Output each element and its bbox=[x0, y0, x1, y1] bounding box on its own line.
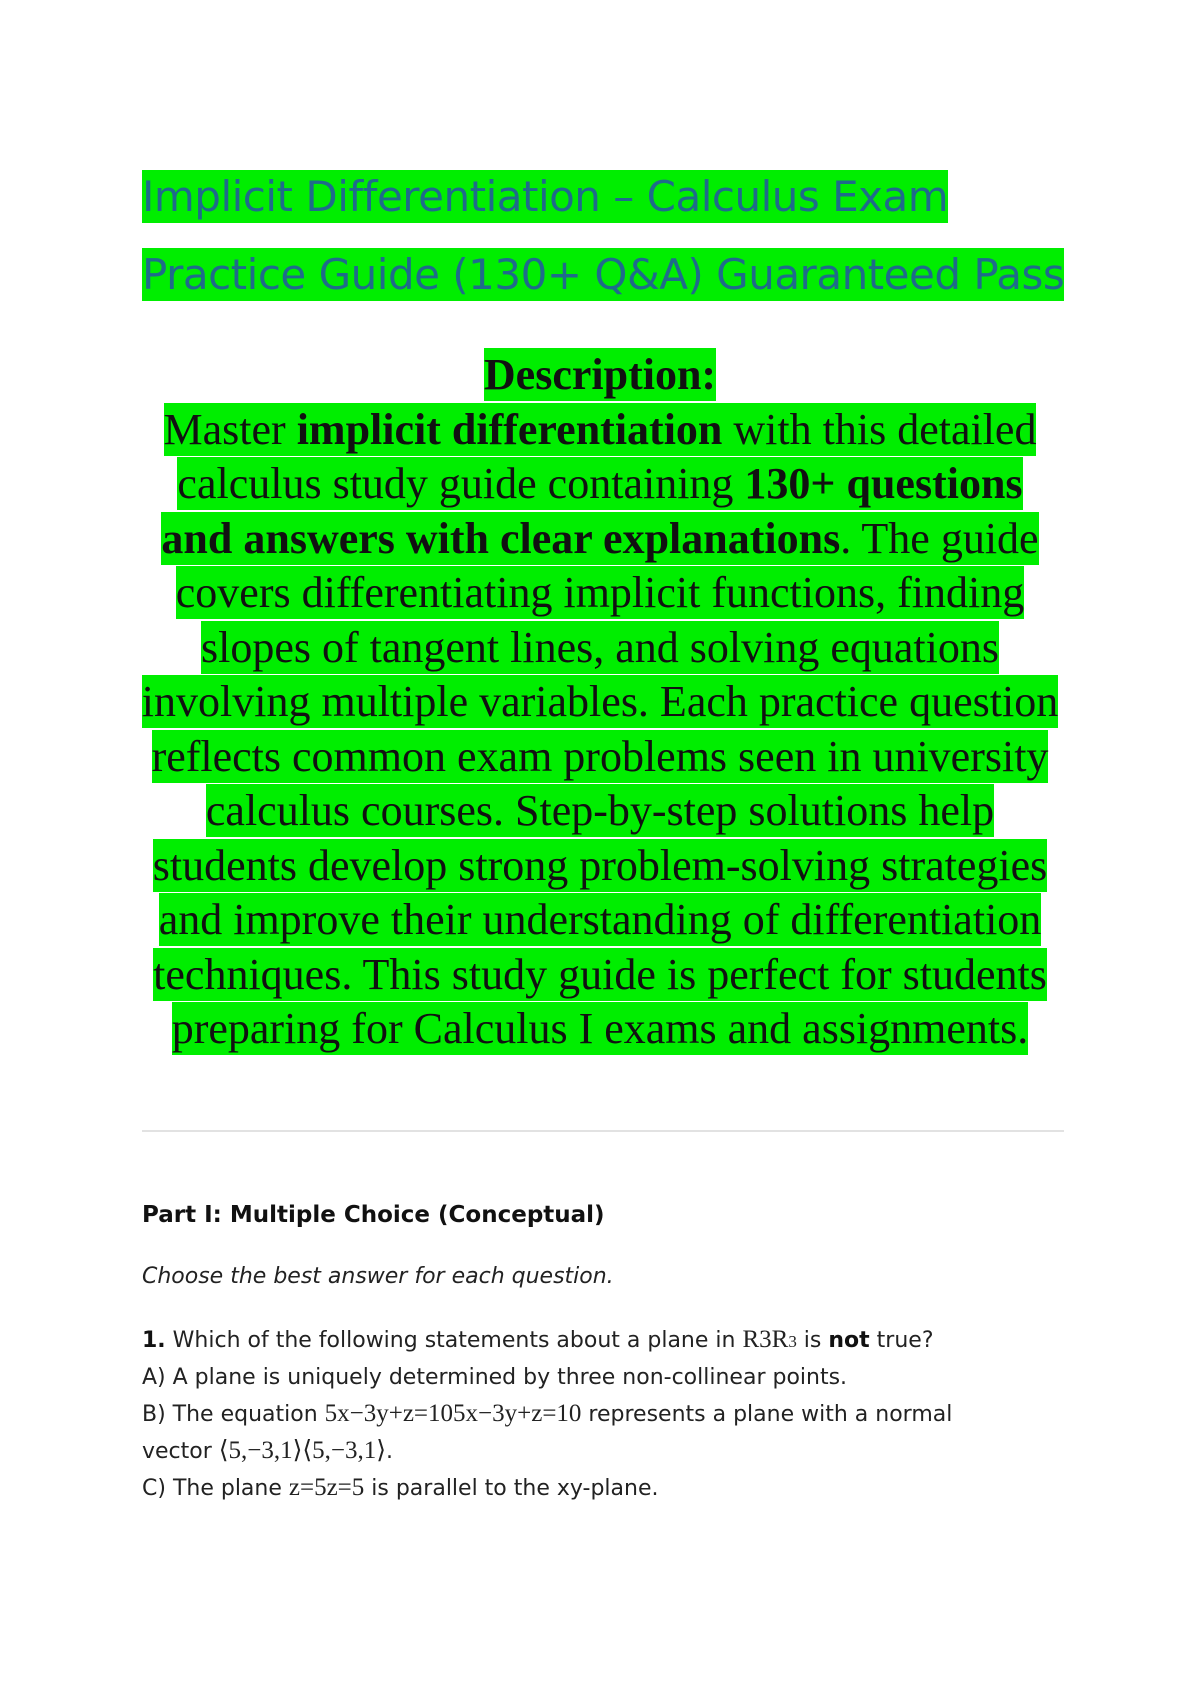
description-text-1: Master bbox=[163, 404, 297, 454]
question-1 bbox=[142, 1322, 1072, 1507]
description-heading-line bbox=[140, 348, 1060, 403]
option-c-pre: C) The plane bbox=[142, 1476, 289, 1501]
title-line-2: Practice Guide (130+ Q&A) Guaranteed Pass bbox=[142, 250, 1065, 299]
description-text-3: . The guide covers differentiating implicit functions, finding slopes of tangent lines, and solving equations involving multiple variables. Each practice question reflects common exam problems seen in university calculus courses. Step-by-step solutions help students develop strong problem-solving strategies and improve their understanding of differentiation techniques. This study guide is perfect for students preparing for Calculus I exams and assignments. bbox=[141, 513, 1059, 1053]
description-text bbox=[142, 403, 1058, 1056]
question-number: 1. bbox=[142, 1328, 166, 1353]
part-heading: Part I: Multiple Choice (Conceptual) bbox=[142, 1202, 605, 1228]
question-1-stem bbox=[142, 1322, 1072, 1360]
title-line-1: Implicit Differentiation – Calculus Exam bbox=[142, 172, 949, 221]
option-c-math: z=5z=5 bbox=[288, 1474, 365, 1501]
section-divider bbox=[142, 1130, 1064, 1132]
question-stem-math-sub: 3 bbox=[788, 1332, 797, 1351]
option-b-cont-pre: vector bbox=[142, 1439, 219, 1464]
description-heading: Description: bbox=[483, 350, 717, 399]
description-block bbox=[140, 348, 1060, 1057]
option-b-math: 5x−3y+z=105x−3y+z=10 bbox=[324, 1400, 582, 1427]
description-text-2: with this detailed calculus study guide containing bbox=[177, 404, 1037, 508]
option-b bbox=[142, 1396, 1072, 1433]
option-c-post: is parallel to the xy-plane. bbox=[364, 1476, 659, 1501]
description-bold-1: implicit differentiation bbox=[296, 404, 723, 454]
option-b-pre: B) The equation bbox=[142, 1402, 325, 1427]
option-b-continued bbox=[142, 1433, 1072, 1470]
question-stem-text-a: Which of the following statements about a plane in bbox=[165, 1328, 743, 1353]
option-b-post: represents a plane with a normal bbox=[581, 1402, 953, 1427]
instruction-text: Choose the best answer for each question. bbox=[142, 1264, 614, 1289]
description-bold-2: 130+ questions and answers with clear explanations bbox=[161, 459, 1023, 563]
option-c bbox=[142, 1470, 1072, 1507]
question-stem-bold: not bbox=[828, 1328, 870, 1353]
option-b-cont-math: ⟨5,−3,1⟩⟨5,−3,1⟩ bbox=[218, 1437, 386, 1464]
document-title bbox=[142, 158, 1082, 314]
option-b-cont-post: . bbox=[386, 1439, 393, 1464]
option-a: A) A plane is uniquely determined by three non-collinear points. bbox=[142, 1365, 848, 1390]
question-stem-text-b: is bbox=[796, 1328, 829, 1353]
question-stem-text-c: true? bbox=[869, 1328, 934, 1353]
question-stem-math: R3R bbox=[742, 1326, 789, 1353]
